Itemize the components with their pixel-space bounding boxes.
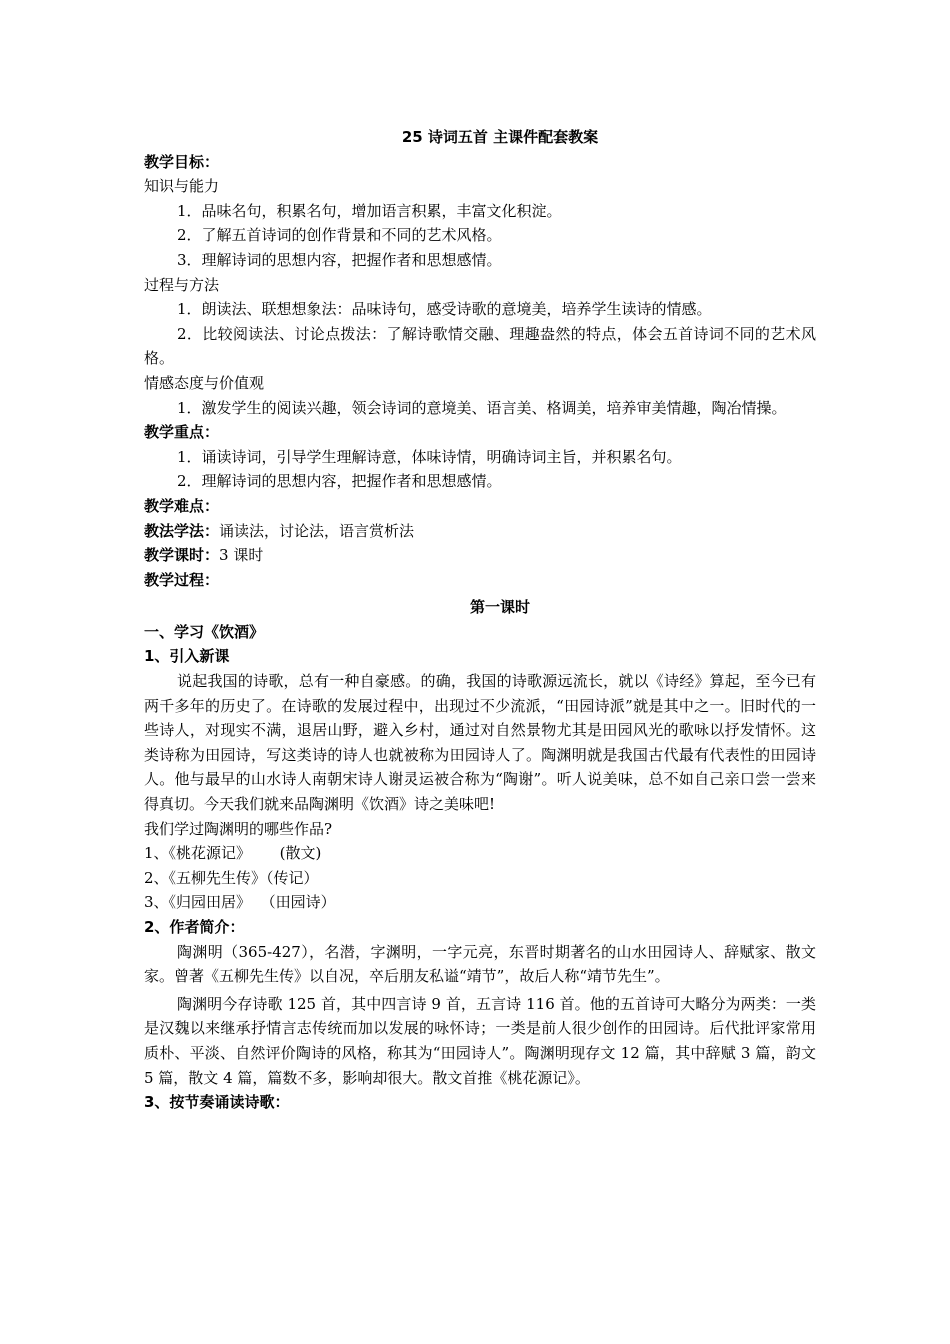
key-point-item-2: 2．理解诗词的思想内容，把握作者和思想感情。 (177, 472, 502, 491)
hours-heading: 教学课时： (144, 546, 220, 565)
difficulty-heading: 教学难点： (144, 496, 220, 515)
work-item-1: 1、《桃花源记》 (散文) (144, 844, 322, 863)
author-paragraph-2: 陶渊明今存诗歌 125 首，其中四言诗 9 首，五言诗 116 首。他的五首诗可大略分为两类：一类是汉魏以来继承抒情言志传统而加以发展的咏怀诗；一类是前人很少创作的田园诗。后代批评家常用质朴、平淡、自然评价陶诗的风格，称其为“田园诗人”。陶渊明现存文 12 篇，其中辞赋 3 篇，韵文 5 篇，散文 4 篇，篇数不多，影响却很大。散文首推《桃花源记》。 (144, 994, 816, 1087)
goals-heading: 教学目标： (144, 152, 220, 171)
reading-heading: 3、按节奏诵读诗歌： (144, 1093, 290, 1112)
methods-heading: 教法学法： (144, 521, 220, 540)
methods-line (144, 519, 816, 544)
intro-heading: 1、引入新课 (144, 647, 230, 666)
document-title: 25 诗词五首 主课件配套教案 (401, 128, 599, 146)
key-points-heading: 教学重点： (144, 423, 220, 442)
intro-paragraph: 说起我国的诗歌，总有一种自豪感。的确，我国的诗歌源远流长，就以《诗经》算起，至今已有两千多年的历史了。在诗歌的发展过程中，出现过不少流派，“田园诗派”就是其中之一。旧时代的一些诗人，对现实不满，退居山野，避入乡村，通过对自然景物尤其是田园风光的歌咏以抒发情怀。这类诗称为田园诗，写这类诗的诗人也就被称为田园诗人了。陶渊明就是我国古代最有代表性的田园诗人。他与最早的山水诗人南朝宋诗人谢灵运被合称为“陶谢”。听人说美味，总不如自己亲口尝一尝来得真切。今天我们就来品陶渊明《饮酒》诗之美味吧! (144, 672, 816, 814)
work-item-2: 2、《五柳先生传》（传记） (144, 868, 319, 887)
process-item-1: 1．朗读法、联想想象法：品味诗句，感受诗歌的意境美，培养学生读诗的情感。 (177, 300, 712, 319)
emotion-label: 情感态度与价值观 (144, 373, 265, 392)
knowledge-item-2: 2．了解五首诗词的创作背景和不同的艺术风格。 (177, 226, 502, 245)
work-item-3: 3、《归园田居》 （田园诗） (144, 893, 336, 912)
knowledge-label: 知识与能力 (144, 177, 220, 196)
author-paragraph-1: 陶渊明（365-427），名潜，字渊明，一字元亮，东晋时期著名的山水田园诗人、辞赋家、散文家。曾著《五柳先生传》以自况，卒后朋友私谥“靖节”，故后人称“靖节先生”。 (144, 942, 816, 986)
methods-value: 诵读法，讨论法，语言赏析法 (219, 521, 415, 540)
section-heading: 一、学习《饮酒》 (144, 622, 265, 641)
hours-line (144, 543, 816, 568)
process-label: 过程与方法 (144, 275, 220, 294)
knowledge-item-3: 3．理解诗词的思想内容，把握作者和思想感情。 (177, 250, 502, 269)
process-item-2: 2．比较阅读法、讨论点拨法：了解诗歌情交融、理趣盎然的特点，体会五首诗词不同的艺术风格。 (144, 324, 816, 368)
emotion-item-1: 1．激发学生的阅读兴趣，领会诗词的意境美、语言美、格调美，培养审美情趣，陶冶情操。 (177, 398, 787, 417)
works-question: 我们学过陶渊明的哪些作品? (144, 819, 333, 838)
document-page (144, 125, 816, 1115)
key-point-item-1: 1．诵读诗词，引导学生理解诗意，体味诗情，明确诗词主旨，并积累名句。 (177, 447, 682, 466)
hours-value: 3 课时 (219, 546, 264, 565)
author-heading: 2、作者简介： (144, 918, 245, 936)
lesson-title: 第一课时 (469, 598, 530, 617)
process-heading: 教学过程： (144, 570, 220, 589)
knowledge-item-1: 1．品味名句，积累名句，增加语言积累，丰富文化积淀。 (177, 201, 562, 220)
